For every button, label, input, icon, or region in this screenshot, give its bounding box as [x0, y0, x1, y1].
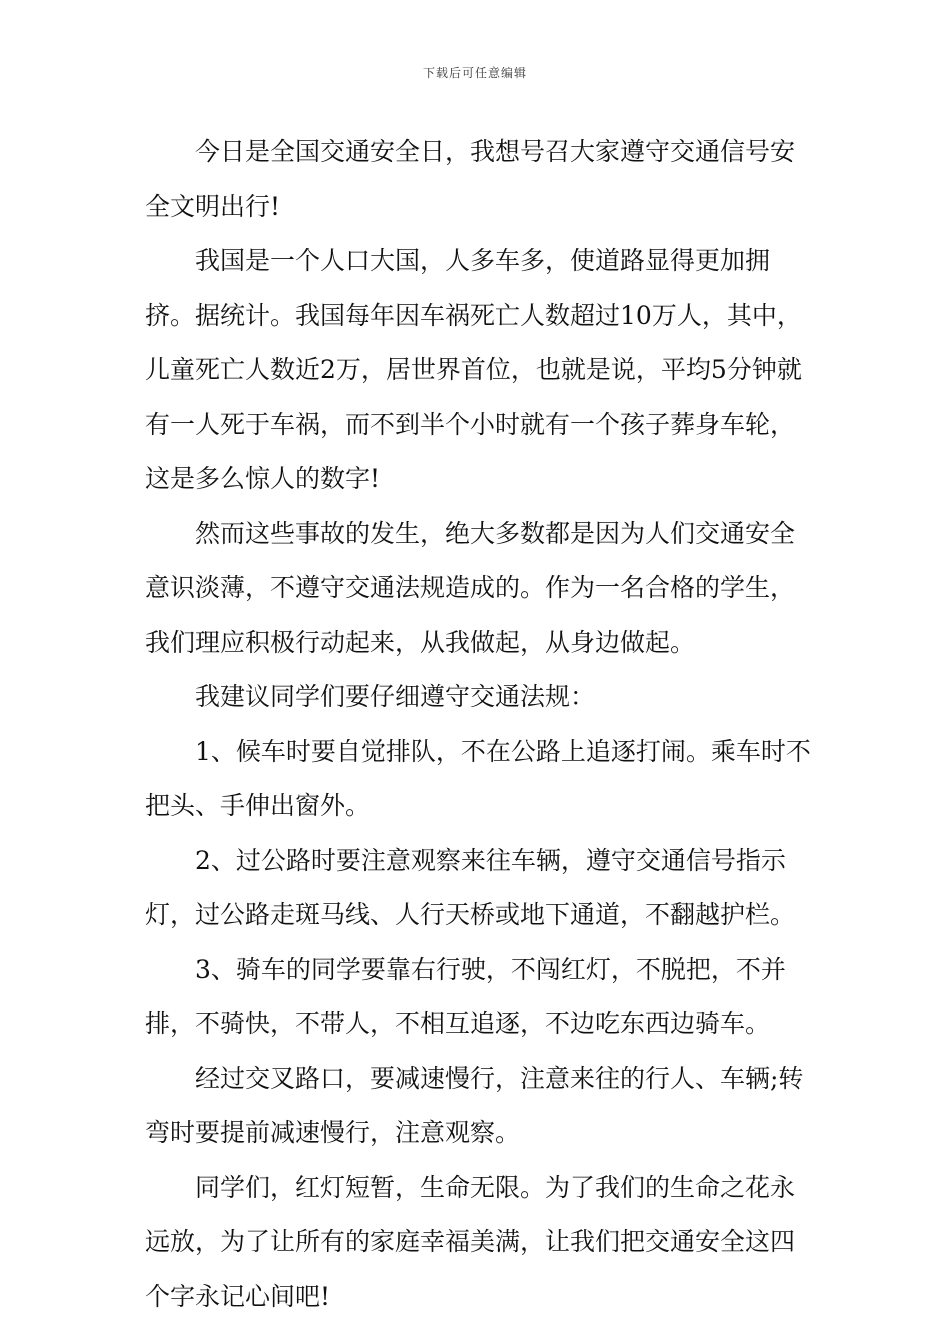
paragraph-intersection: 经过交叉路口，要减速慢行，注意来往的行人、车辆;转弯时要提前减速慢行，注意观察。	[145, 1063, 804, 1147]
paragraph-rule-3: 3、骑车的同学要靠右行驶，不闯红灯，不脱把，不并排，不骑快，不带人，不相互追逐，不边吃东西边骑车。	[145, 954, 786, 1038]
paragraph-causes: 然而这些事故的发生，绝大多数都是因为人们交通安全意识淡薄，不遵守交通法规造成的。作为一名合格的学生，我们理应积极行动起来，从我做起，从身边做起。	[145, 518, 796, 657]
paragraph-opening: 今日是全国交通安全日，我想号召大家遵守交通信号安全文明出行!	[145, 137, 796, 221]
paragraph-closing: 同学们，红灯短暂，生命无限。为了我们的生命之花永远放，为了让所有的家庭幸福美满，让我们把交通安全这四个字永记心间吧!	[145, 1172, 796, 1311]
header-note: 下载后可任意编辑	[422, 66, 527, 80]
paragraph-rule-1: 1、候车时要自觉排队，不在公路上追逐打闹。乘车时不把头、手伸出窗外。	[145, 736, 811, 820]
paragraph-statistics: 我国是一个人口大国，人多车多，使道路显得更加拥挤。据统计。我国每年因车祸死亡人数超过10万人，其中，儿童死亡人数近2万，居世界首位，也就是说，平均5分钟就有一人死于车祸，而不到半个小时就有一个孩子葬身车轮，这是多么惊人的数字!	[145, 246, 802, 493]
paragraph-suggestion-intro: 我建议同学们要仔细遵守交通法规：	[195, 682, 596, 711]
document-body	[145, 125, 813, 1324]
paragraph-rule-2: 2、过公路时要注意观察来往车辆，遵守交通信号指示灯，过公路走斑马线、人行天桥或地下通道，不翻越护栏。	[145, 845, 796, 929]
